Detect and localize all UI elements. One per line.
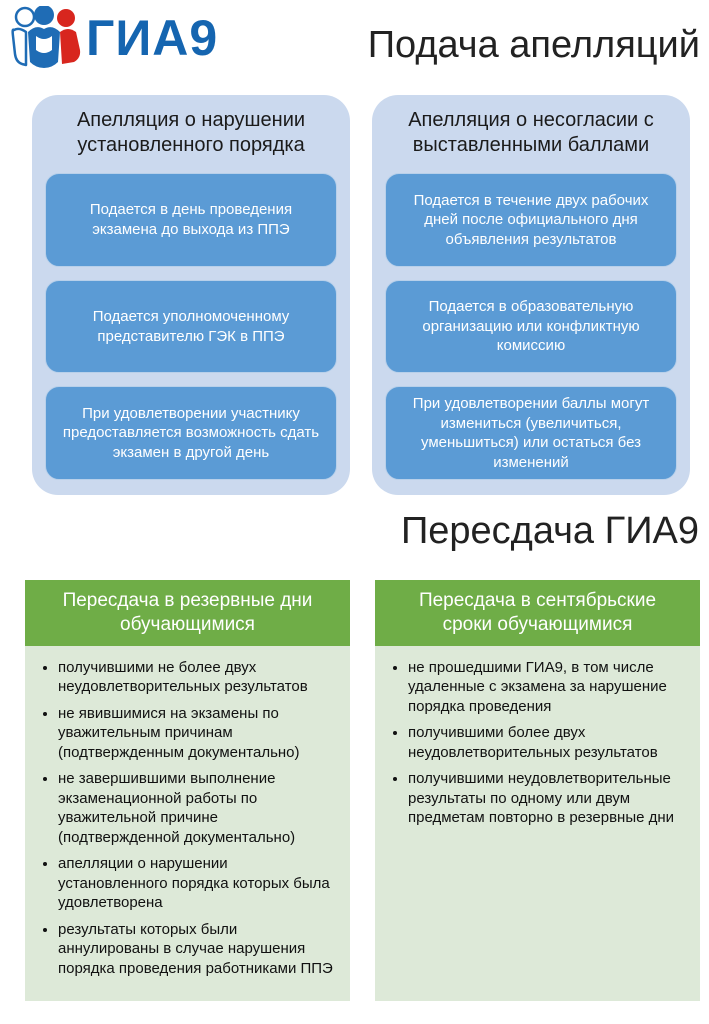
bullet-item: • результаты которых были аннулированы в случае нарушения порядка проведения работниками ППЭ [58, 920, 340, 979]
appeals-title: Подача апелляций [367, 24, 700, 66]
appeal-panel-violation [32, 95, 350, 495]
appeal-step: При удовлетворении баллы могут измениться (увеличиться, уменьшиться) или остаться без изменений [385, 386, 677, 480]
bullet-item: • не завершившими выполнение экзаменационной работы по уважительной причине (подтвержденной документально) [58, 769, 340, 847]
gia9-logo-text: ГИА9 [86, 10, 219, 66]
retake-panel-body [25, 646, 350, 1002]
gia9-people-icon [10, 6, 84, 70]
retake-panel-header: Пересдача в резервные дни обучающимися [25, 580, 350, 646]
gia9-logo [10, 6, 218, 70]
appeal-step: При удовлетворении участнику предоставляется возможность сдать экзамен в другой день [45, 386, 337, 480]
bullet-item: • получившими более двух неудовлетворительных результатов [408, 723, 690, 762]
appeal-panel-header: Апелляция о нарушении установленного порядка [76, 109, 306, 156]
retake-bullet-list [37, 658, 340, 979]
retake-panel-september [375, 580, 700, 1001]
appeal-panel-header: Апелляция о несогласии с выставленными баллами [408, 109, 654, 156]
appeal-steps [385, 173, 677, 480]
appeal-step: Подается в образовательную организацию или конфликтную комиссию [385, 280, 677, 374]
retake-bullet-list [387, 658, 690, 828]
appeal-steps [45, 173, 337, 480]
appeal-step: Подается в день проведения экзамена до выхода из ППЭ [45, 173, 337, 267]
appeal-panel-scores [372, 95, 690, 495]
retake-panel-body [375, 646, 700, 1002]
bullet-item: • получившими не более двух неудовлетворительных результатов [58, 658, 340, 697]
retake-panel-header: Пересдача в сентябрьские сроки обучающимися [375, 580, 700, 646]
retake-title: Пересдача ГИА9 [400, 510, 699, 552]
appeal-step: Подается в течение двух рабочих дней после официального дня объявления результатов [385, 173, 677, 267]
retake-panel-reserve-days [25, 580, 350, 1001]
appeal-step: Подается уполномоченному представителю ГЭК в ППЭ [45, 280, 337, 374]
bullet-item: • получившими неудовлетворительные результаты по одному или двум предметам повторно в резервные дни [408, 769, 690, 828]
bullet-item: • не явившимися на экзамены по уважительным причинам (подтвержденным документально) [58, 704, 340, 763]
bullet-item: • апелляции о нарушении установленного порядка которых была удовлетворена [58, 854, 340, 913]
bullet-item: • не прошедшими ГИА9, в том числе удаленные с экзамена за нарушение порядка проведения [408, 658, 690, 717]
